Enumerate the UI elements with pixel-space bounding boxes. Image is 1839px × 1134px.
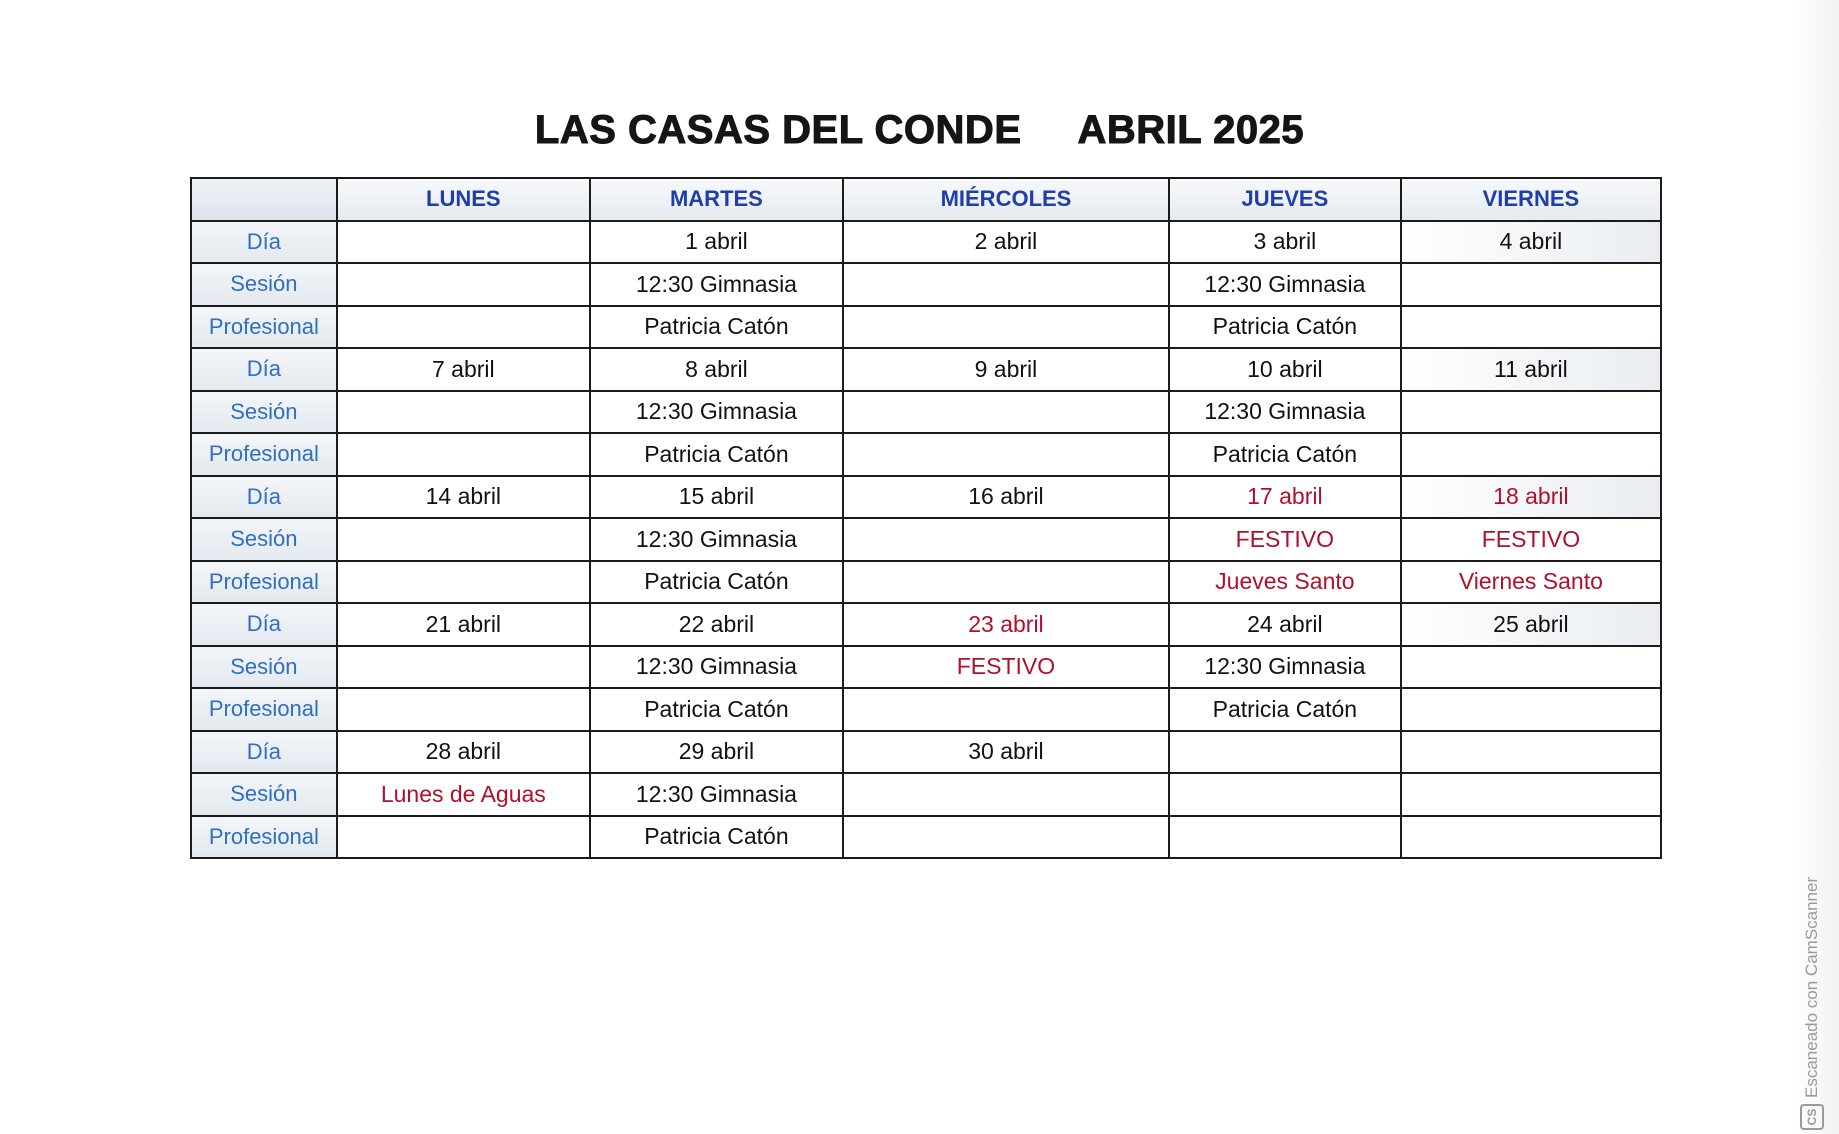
title-location: LAS CASAS DEL CONDE <box>534 108 1022 152</box>
session-cell: 12:30 Gimnasia <box>590 518 843 561</box>
document-title <box>0 108 1839 153</box>
day-cell <box>337 221 590 264</box>
week-3-sesion-row <box>191 518 1661 561</box>
day-cell: 1 abril <box>590 221 843 264</box>
header-martes: MARTES <box>590 178 843 221</box>
professional-cell <box>843 561 1169 604</box>
week-1-profesional-row <box>191 306 1661 349</box>
week-1-dia-row <box>191 221 1661 264</box>
holiday-session-cell: FESTIVO <box>1169 518 1401 561</box>
professional-cell: Patricia Catón <box>1169 688 1401 731</box>
day-cell: 16 abril <box>843 476 1169 519</box>
day-cell: 8 abril <box>590 348 843 391</box>
day-cell: 2 abril <box>843 221 1169 264</box>
row-label-dia: Día <box>191 731 337 774</box>
holiday-session-cell: Lunes de Aguas <box>337 773 590 816</box>
professional-cell <box>337 816 590 859</box>
professional-cell: Patricia Catón <box>1169 306 1401 349</box>
header-miercoles: MIÉRCOLES <box>843 178 1169 221</box>
row-label-dia: Día <box>191 348 337 391</box>
row-label-dia: Día <box>191 476 337 519</box>
professional-cell <box>843 433 1169 476</box>
session-cell <box>337 263 590 306</box>
week-4-sesion-row <box>191 646 1661 689</box>
row-label-sesion: Sesión <box>191 646 337 689</box>
day-cell: 25 abril <box>1401 603 1661 646</box>
holiday-session-cell: FESTIVO <box>843 646 1169 689</box>
holiday-session-cell: FESTIVO <box>1401 518 1661 561</box>
day-cell: 21 abril <box>337 603 590 646</box>
day-cell: 15 abril <box>590 476 843 519</box>
day-cell: 30 abril <box>843 731 1169 774</box>
week-5-profesional-row <box>191 816 1661 859</box>
session-cell: 12:30 Gimnasia <box>590 646 843 689</box>
row-label-sesion: Sesión <box>191 263 337 306</box>
row-label-sesion: Sesión <box>191 391 337 434</box>
week-2-sesion-row <box>191 391 1661 434</box>
professional-cell <box>337 561 590 604</box>
week-2-dia-row <box>191 348 1661 391</box>
professional-cell <box>337 433 590 476</box>
professional-cell <box>337 688 590 731</box>
day-cell <box>1401 731 1661 774</box>
camscanner-logo-icon: CS <box>1800 1104 1824 1130</box>
session-cell <box>337 518 590 561</box>
holiday-day-cell: 23 abril <box>843 603 1169 646</box>
row-label-profesional: Profesional <box>191 433 337 476</box>
day-cell <box>1169 731 1401 774</box>
week-1-sesion-row <box>191 263 1661 306</box>
week-4-profesional-row <box>191 688 1661 731</box>
row-label-profesional: Profesional <box>191 816 337 859</box>
holiday-name-cell: Viernes Santo <box>1401 561 1661 604</box>
session-cell: 12:30 Gimnasia <box>590 773 843 816</box>
row-label-profesional: Profesional <box>191 688 337 731</box>
row-label-profesional: Profesional <box>191 306 337 349</box>
session-cell: 12:30 Gimnasia <box>590 263 843 306</box>
professional-cell: Patricia Catón <box>590 306 843 349</box>
title-month: ABRIL 2025 <box>1077 108 1305 152</box>
session-cell: 12:30 Gimnasia <box>1169 646 1401 689</box>
professional-cell <box>1169 816 1401 859</box>
session-cell <box>337 391 590 434</box>
row-label-sesion: Sesión <box>191 518 337 561</box>
session-cell <box>843 263 1169 306</box>
day-cell: 22 abril <box>590 603 843 646</box>
holiday-name-cell: Jueves Santo <box>1169 561 1401 604</box>
professional-cell: Patricia Catón <box>590 816 843 859</box>
professional-cell: Patricia Catón <box>590 688 843 731</box>
week-5-sesion-row <box>191 773 1661 816</box>
professional-cell <box>1401 306 1661 349</box>
session-cell <box>843 518 1169 561</box>
header-jueves: JUEVES <box>1169 178 1401 221</box>
week-5-dia-row <box>191 731 1661 774</box>
row-label-dia: Día <box>191 603 337 646</box>
day-cell: 29 abril <box>590 731 843 774</box>
session-cell <box>843 391 1169 434</box>
day-cell: 11 abril <box>1401 348 1661 391</box>
row-label-profesional: Profesional <box>191 561 337 604</box>
professional-cell: Patricia Catón <box>1169 433 1401 476</box>
professional-cell <box>1401 433 1661 476</box>
session-cell: 12:30 Gimnasia <box>1169 391 1401 434</box>
professional-cell <box>1401 816 1661 859</box>
camscanner-watermark <box>1800 877 1824 1134</box>
week-2-profesional-row <box>191 433 1661 476</box>
header-corner <box>191 178 337 221</box>
week-4-dia-row <box>191 603 1661 646</box>
professional-cell: Patricia Catón <box>590 433 843 476</box>
session-cell: 12:30 Gimnasia <box>1169 263 1401 306</box>
professional-cell <box>843 306 1169 349</box>
week-3-dia-row <box>191 476 1661 519</box>
professional-cell <box>1401 688 1661 731</box>
day-cell: 4 abril <box>1401 221 1661 264</box>
session-cell <box>337 646 590 689</box>
day-cell: 10 abril <box>1169 348 1401 391</box>
holiday-day-cell: 18 abril <box>1401 476 1661 519</box>
header-row <box>191 178 1661 221</box>
professional-cell <box>337 306 590 349</box>
row-label-dia: Día <box>191 221 337 264</box>
day-cell: 24 abril <box>1169 603 1401 646</box>
watermark-text: Escaneado con CamScanner <box>1802 876 1821 1098</box>
day-cell: 14 abril <box>337 476 590 519</box>
holiday-day-cell: 17 abril <box>1169 476 1401 519</box>
schedule-table <box>190 177 1662 859</box>
professional-cell <box>843 688 1169 731</box>
row-label-sesion: Sesión <box>191 773 337 816</box>
session-cell <box>1401 646 1661 689</box>
session-cell <box>1401 391 1661 434</box>
week-3-profesional-row <box>191 561 1661 604</box>
day-cell: 3 abril <box>1169 221 1401 264</box>
session-cell <box>843 773 1169 816</box>
header-lunes: LUNES <box>337 178 590 221</box>
professional-cell <box>843 816 1169 859</box>
day-cell: 9 abril <box>843 348 1169 391</box>
day-cell: 28 abril <box>337 731 590 774</box>
session-cell <box>1401 773 1661 816</box>
day-cell: 7 abril <box>337 348 590 391</box>
professional-cell: Patricia Catón <box>590 561 843 604</box>
session-cell: 12:30 Gimnasia <box>590 391 843 434</box>
session-cell <box>1169 773 1401 816</box>
session-cell <box>1401 263 1661 306</box>
header-viernes: VIERNES <box>1401 178 1661 221</box>
